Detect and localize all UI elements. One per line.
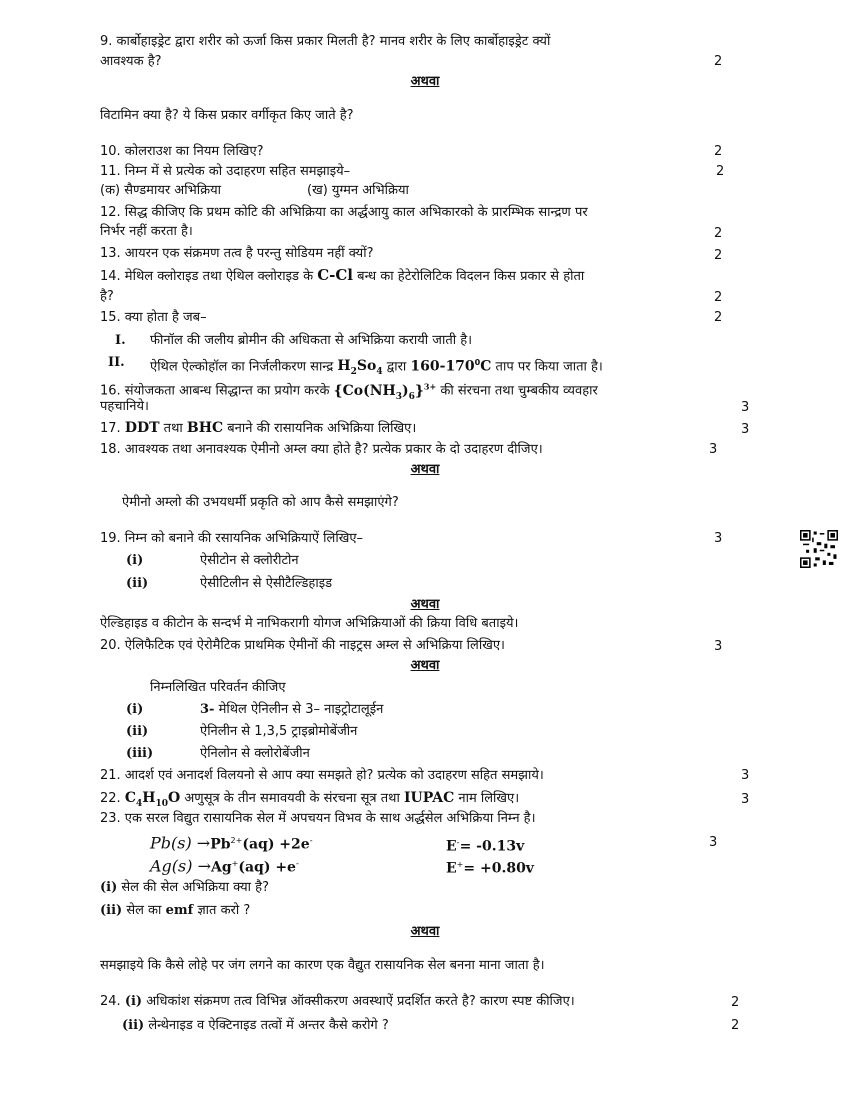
q17-marks: 3 xyxy=(741,422,750,437)
q19-alternative: ऐल्डिहाइड व कीटोन के सन्दर्भ मे नाभिकरागी योगज अभिक्रियाओं की क्रिया विधि बताइये। xyxy=(100,616,519,631)
q18-alternative: ऐमीनो अम्लो की उभयधर्मी प्रकृति को आप कैसे समझाएंगे? xyxy=(122,495,399,510)
q24-ii-marks: 2 xyxy=(731,1018,740,1033)
q21-text: 21. आदर्श एवं अनादर्श विलयनो से आप क्या समझते हो? प्रत्येक को उदाहरण सहित समझाये। xyxy=(100,768,544,783)
q23-marks: 3 xyxy=(709,835,718,850)
q12-line2: निर्भर नहीं करता है। xyxy=(100,224,193,239)
q24-ii: (ii) लेन्थेनाइड व ऐक्टिनाइड तत्वों में अन्तर कैसे करोगे ? xyxy=(122,1018,389,1033)
q10-marks: 2 xyxy=(714,144,723,159)
q23-potential-2: E+= +0.80v xyxy=(446,860,534,877)
q20-i-num: (i) xyxy=(126,702,144,717)
q15-ii-text: ऐथिल ऐल्कोहॉल का निर्जलीकरण सान्द्र $H_2So_4$ द्वारा $160-170^0C$ ताप पर किया जाता है। xyxy=(150,358,603,378)
q17-text: 17. DDT तथा BHC बनाने की रासायनिक अभिक्रिया लिखिए। xyxy=(100,420,417,436)
q19-marks: 3 xyxy=(714,531,723,546)
q20-alt-heading: निम्नलिखित परिवर्तन कीजिए xyxy=(150,680,286,695)
q14-line2: है? xyxy=(100,289,114,304)
or-divider: अथवा xyxy=(410,74,440,89)
q11-part-b: (ख) युग्मन अभिक्रिया xyxy=(307,183,409,198)
q14-pre: 14. मेथिल क्लोराइड तथा ऐथिल क्लोराइड के xyxy=(100,269,314,284)
q23-text: 23. एक सरल विद्युत रासायनिक सेल में अपचयन विभव के साथ अर्द्धसेल अभिक्रिया निम्न है। xyxy=(100,811,536,826)
q20-text: 20. ऐलिफैटिक एवं ऐरोमैटिक प्राथमिक ऐमीनों की नाइट्रस अम्ल से अभिक्रिया लिखिए। xyxy=(100,638,505,653)
q18-text: 18. आवश्यक तथा अनावश्यक ऐमीनो अम्ल क्या होते है? प्रत्येक प्रकार के दो उदाहरण दीजिए। xyxy=(100,442,543,457)
q23-potential-1: E-= -0.13v xyxy=(446,838,525,855)
q15-text: 15. क्या होता है जब– xyxy=(100,310,207,325)
q14-post: बन्ध का हेटेरोलिटिक विदलन किस प्रकार से होता xyxy=(357,269,585,284)
q12-marks: 2 xyxy=(714,226,723,241)
q14-marks: 2 xyxy=(714,290,723,305)
or-divider: अथवा xyxy=(410,658,440,673)
q15-ii-num: II. xyxy=(108,355,125,370)
q12-line1: 12. सिद्ध कीजिए कि प्रथम कोटि की अभिक्रिया का अर्द्धआयु काल अभिकारको के प्रारम्भिक सान्द्रण पर xyxy=(100,205,588,220)
q13-text: 13. आयरन एक संक्रमण तत्व है परन्तु सोडियम नहीं क्यों? xyxy=(100,246,374,261)
q16-line1: 16. संयोजकता आबन्ध सिद्धान्त का प्रयोग करके $\{Co(NH_3)_6\}^{3+}$ की संरचना तथा चुम्बकीय व्यवहार xyxy=(100,381,598,402)
q19-i-num: (i) xyxy=(126,553,144,568)
q24-i: 24. (i) अधिकांश संक्रमण तत्व विभिन्न ऑक्सीकरण अवस्थाऐं प्रदर्शित करते है? कारण स्पष्ट कीजिए। xyxy=(100,994,575,1009)
q14-line1 xyxy=(100,267,584,285)
q10-text: 10. कोलराउश का नियम लिखिए? xyxy=(100,144,264,159)
q15-i-num: I. xyxy=(115,333,126,348)
q18-marks: 3 xyxy=(709,442,718,457)
q19-ii-num: (ii) xyxy=(126,576,149,591)
q19-ii-text: ऐसीटिलीन से ऐसीटैल्डिहाइड xyxy=(200,576,333,591)
q24-i-marks: 2 xyxy=(731,995,740,1010)
q19-text: 19. निम्न को बनाने की रसायनिक अभिक्रियाऐं लिखिए– xyxy=(100,531,364,546)
q20-marks: 3 xyxy=(714,639,723,654)
q23-alternative: समझाइये कि कैसे लोहे पर जंग लगने का कारण एक वैद्युत रासायनिक सेल बनना माना जाता है। xyxy=(100,958,545,973)
q16-marks: 3 xyxy=(741,400,750,415)
q21-marks: 3 xyxy=(741,768,750,783)
q15-i-text: फीनॉल की जलीय ब्रोमीन की अधिकता से अभिक्रिया करायी जाती है। xyxy=(150,333,473,348)
q14-bond: C-Cl xyxy=(317,266,354,284)
or-divider: अथवा xyxy=(410,924,440,939)
q23-reaction-1: $Pb(s) \to Pb^{2+}(aq) +2e^-$ xyxy=(150,833,313,853)
q20-i-text: 3- मेथिल ऐनिलीन से 3– नाइट्रोटालूईन xyxy=(200,702,384,717)
q23-i: (i) सेल की सेल अभिक्रिया क्या है? xyxy=(100,880,269,895)
q11-text: 11. निम्न में से प्रत्येक को उदाहरण सहित समझाइये– xyxy=(100,164,351,179)
q13-marks: 2 xyxy=(714,248,723,263)
q11-marks: 2 xyxy=(716,164,725,179)
q9-line1: 9. कार्बोहाइड्रेट द्वारा शरीर को ऊर्जा किस प्रकार मिलती है? मानव शरीर के लिए कार्बोहाइड्रेट क्यों xyxy=(100,34,551,49)
q11-part-a: (क) सैण्डमायर अभिक्रिया xyxy=(100,183,222,198)
q19-i-text: ऐसीटोन से क्लोरीटोन xyxy=(200,553,299,568)
or-divider: अथवा xyxy=(410,462,440,477)
or-divider: अथवा xyxy=(410,597,440,612)
q20-iii-num: (iii) xyxy=(126,746,154,761)
q23-reaction-2: Ag(s) →Ag+(aq) +e- xyxy=(150,856,299,876)
q9-line2: आवश्यक है? xyxy=(100,54,162,69)
q23-ii: (ii) सेल का emf ज्ञात करो ? xyxy=(100,903,251,918)
q9-marks: 2 xyxy=(714,54,723,69)
q9-alternative: विटामिन क्या है? ये किस प्रकार वर्गीकृत किए जाते है? xyxy=(100,108,354,123)
qr-code xyxy=(800,530,838,568)
q20-ii-text: ऐनिलीन से 1,3,5 ट्राइब्रोमोबेंजीन xyxy=(200,724,358,739)
q22-marks: 3 xyxy=(741,792,750,807)
q15-marks: 2 xyxy=(714,310,723,325)
q20-iii-text: ऐनिलोन से क्लोरोबेंजीन xyxy=(200,746,310,761)
q16-line2: पहचानिये। xyxy=(100,399,149,414)
q20-ii-num: (ii) xyxy=(126,724,149,739)
q22-text: 22. $C_4H_{10}O$ अणुसूत्र के तीन समावयवी के संरचना सूत्र तथा IUPAC नाम लिखिए। xyxy=(100,790,520,809)
